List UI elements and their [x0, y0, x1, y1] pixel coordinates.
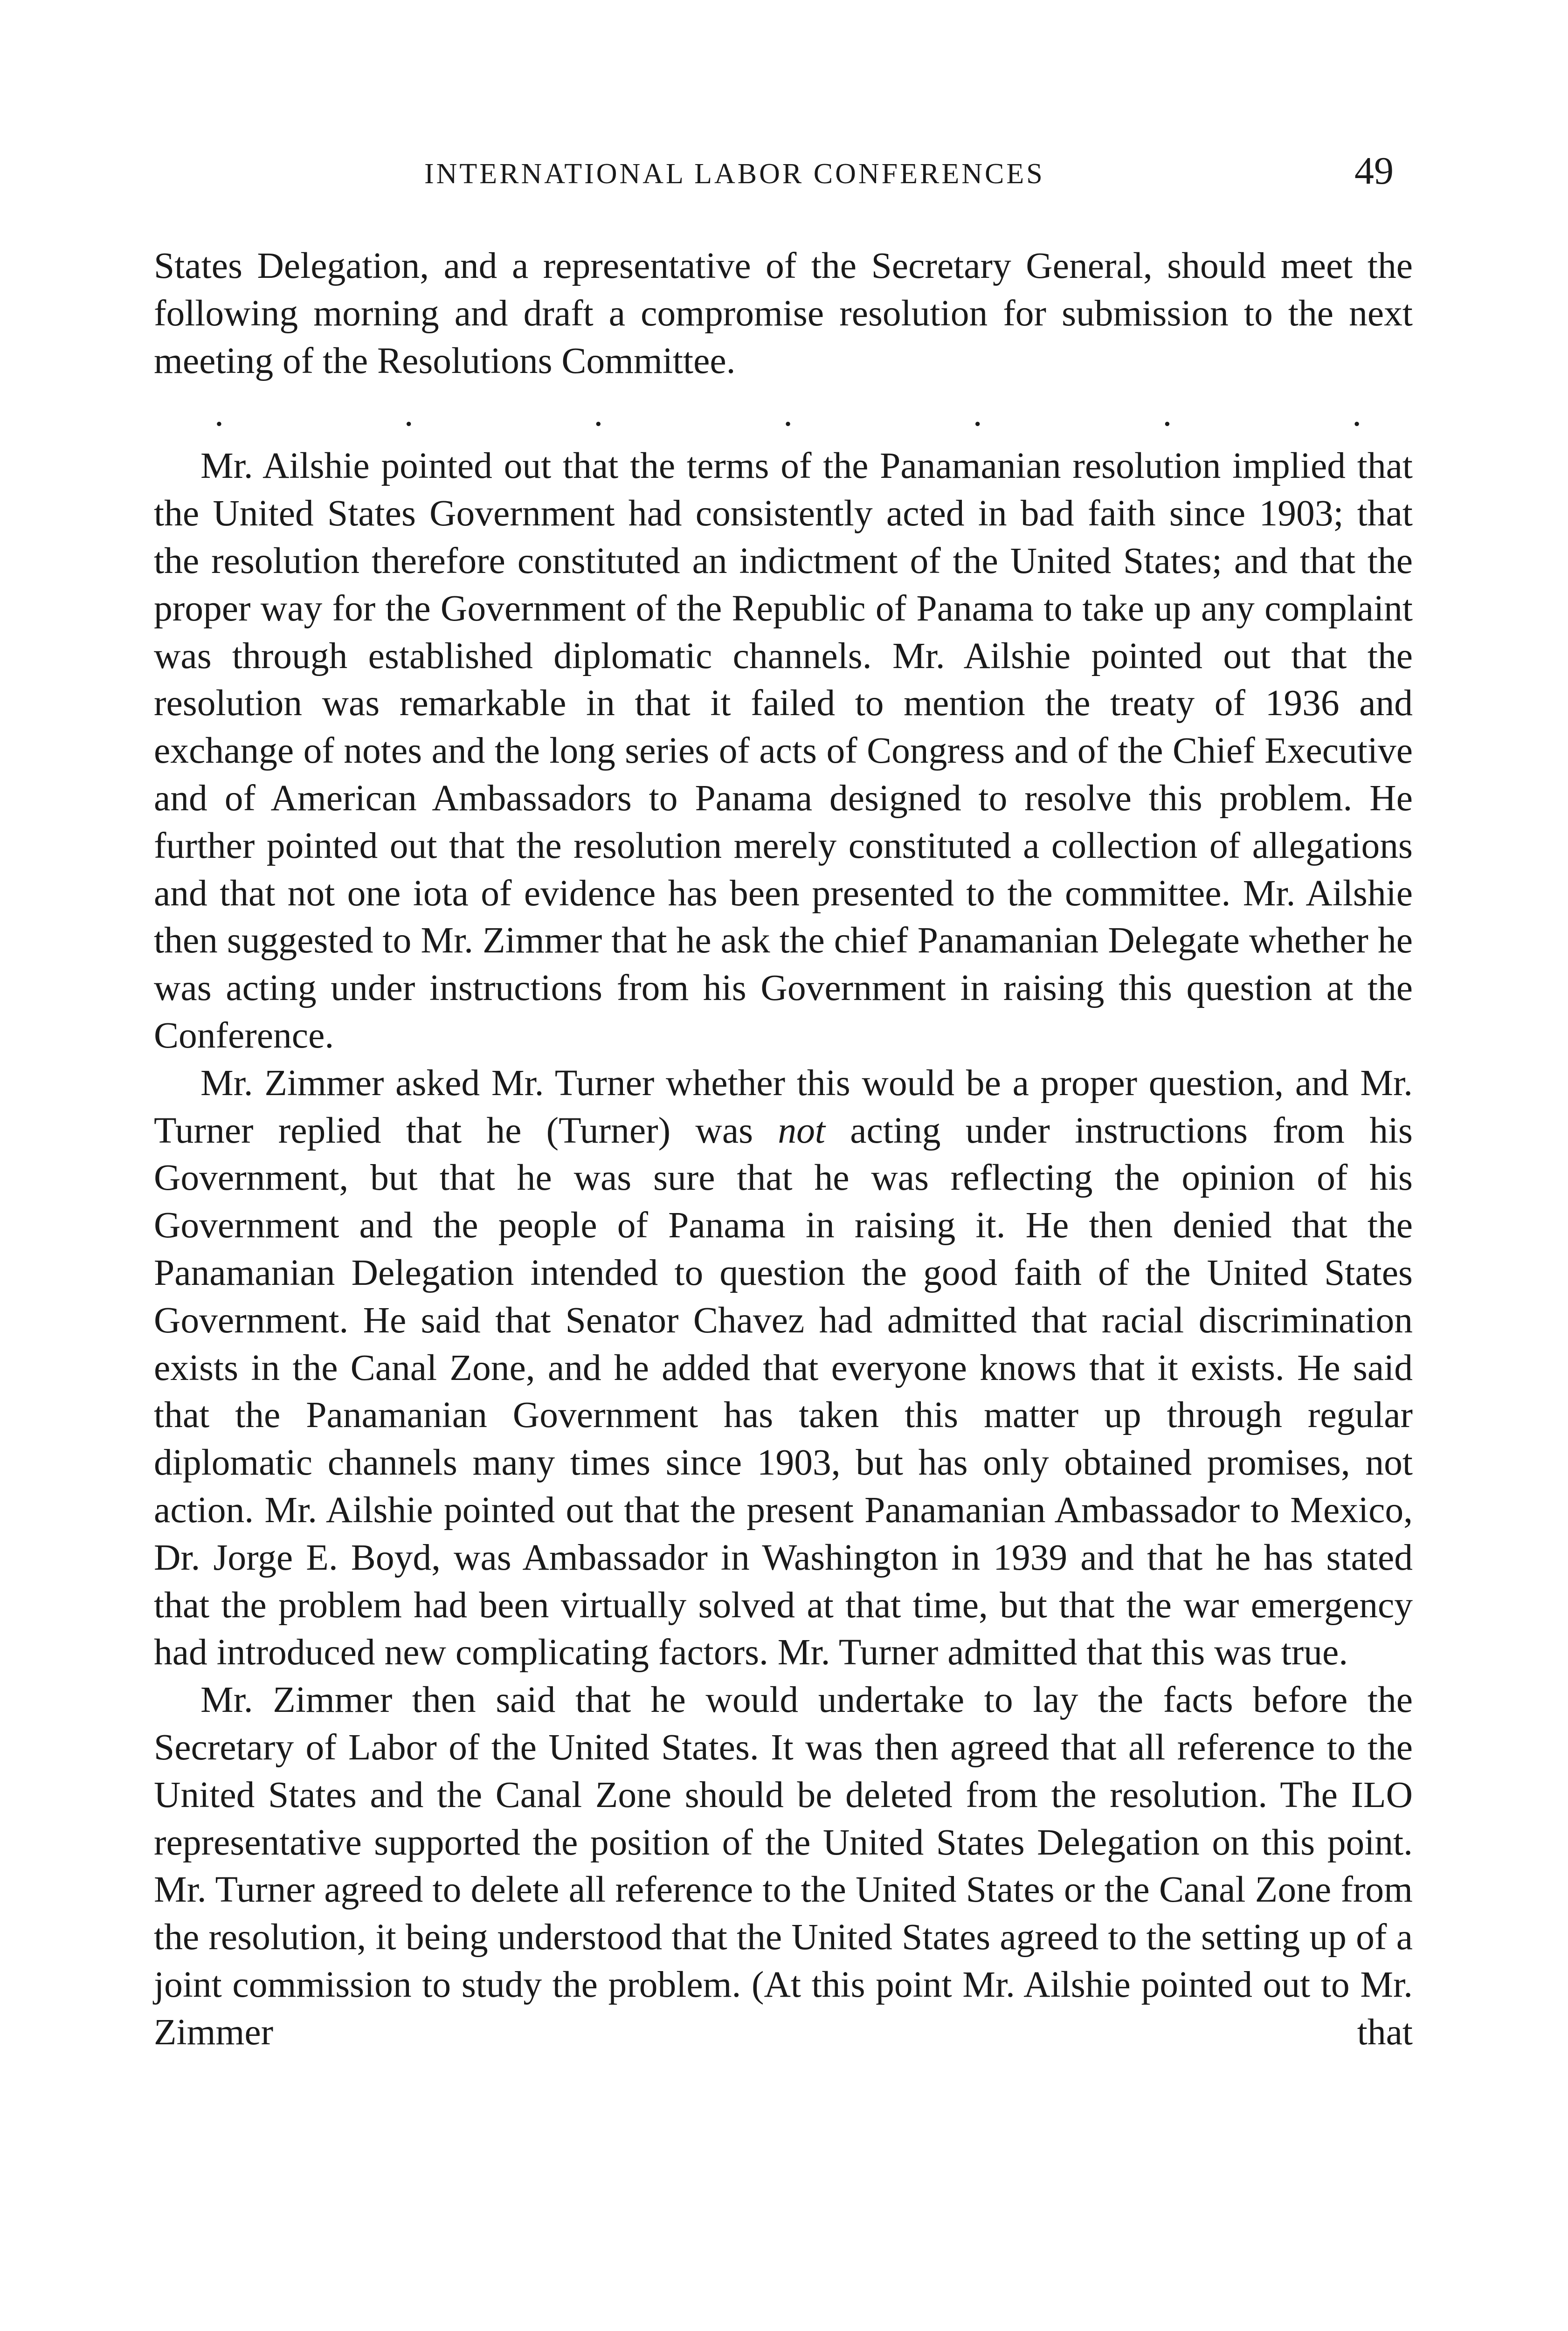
ellipsis-omission — [154, 385, 1413, 442]
ellipsis-dot: . — [594, 393, 603, 434]
ellipsis-dot: . — [214, 393, 224, 434]
ellipsis-dot: . — [973, 393, 982, 434]
paragraph-zimmer-secretary: Mr. Zimmer then said that he would undertake to lay the facts before the Secretary of Labor of the United States. It was then agreed that all reference to the United States and the Canal Zone should be deleted from the resolution. The ILO representative supported the position of the United States Delegation on this point. Mr. Turner agreed to delete all reference to the United States or the Canal Zone from the resolution, it being understood that the United States agreed to the setting up of a joint commission to study the problem. (At this point Mr. Ailshie pointed out to Mr. Zimmer that — [154, 1679, 1413, 2053]
running-head: INTERNATIONAL LABOR CONFERENCES — [424, 158, 1045, 190]
page-number: 49 — [1354, 149, 1394, 193]
ellipsis-dot: . — [404, 393, 414, 434]
emphasis-text: not — [778, 1110, 825, 1151]
paragraph-text: Mr. Zimmer asked Mr. Turner whether this would be a proper question, and Mr. Turner replied that he (Turner) was — [154, 1062, 1413, 1151]
paragraph-continuation: States Delegation, and a representative of the Secretary General, should meet the following morning and draft a compromise resolution for submission to the next meeting of the Resolutions Committee. — [154, 245, 1413, 381]
paragraph-text: acting under instructions from his Government, but that he was sure that he was reflecting the opinion of his Government and the people of Panama in raising it. He then denied that the Panamanian Delegation intended to question the good faith of the United States Government. He said that Senator Chavez had admitted that racial discrimination exists in the Canal Zone, and he added that everyone knows that it exists. He said that the Panamanian Government has taken this matter up through regular diplomatic channels many times since 1903, but has only obtained promises, not action. Mr. Ailshie pointed out that the present Panamanian Ambassador to Mexico, Dr. Jorge E. Boyd, was Ambassador in Washington in 1939 and that he has stated that the problem had been virtually solved at that time, but that the war emergency had introduced new complicating factors. Mr. Turner admitted that this was true. — [154, 1110, 1413, 1673]
ellipsis-dot: . — [783, 393, 793, 434]
body-text — [154, 242, 1413, 2056]
ellipsis-dot: . — [1162, 393, 1172, 434]
paragraph-ailshie: Mr. Ailshie pointed out that the terms of the Panamanian resolution implied that the United States Government had consistently acted in bad faith since 1903; that the resolution therefore constituted an indictment of the United States; and that the proper way for the Government of the Republic of Panama to take up any complaint was through established diplomatic channels. Mr. Ailshie pointed out that the resolution was remarkable in that it failed to mention the treaty of 1936 and exchange of notes and the long series of acts of Congress and of the Chief Executive and of American Ambassadors to Panama designed to resolve this problem. He further pointed out that the resolution merely constituted a collection of allegations and that not one iota of evidence has been presented to the committee. Mr. Ailshie then suggested to Mr. Zimmer that he ask the chief Panamanian Delegate whether he was acting under instructions from his Government in raising this question at the Conference. — [154, 445, 1413, 1056]
paragraph-zimmer-turner — [154, 1060, 1413, 1676]
ellipsis-dot: . — [1352, 393, 1361, 434]
